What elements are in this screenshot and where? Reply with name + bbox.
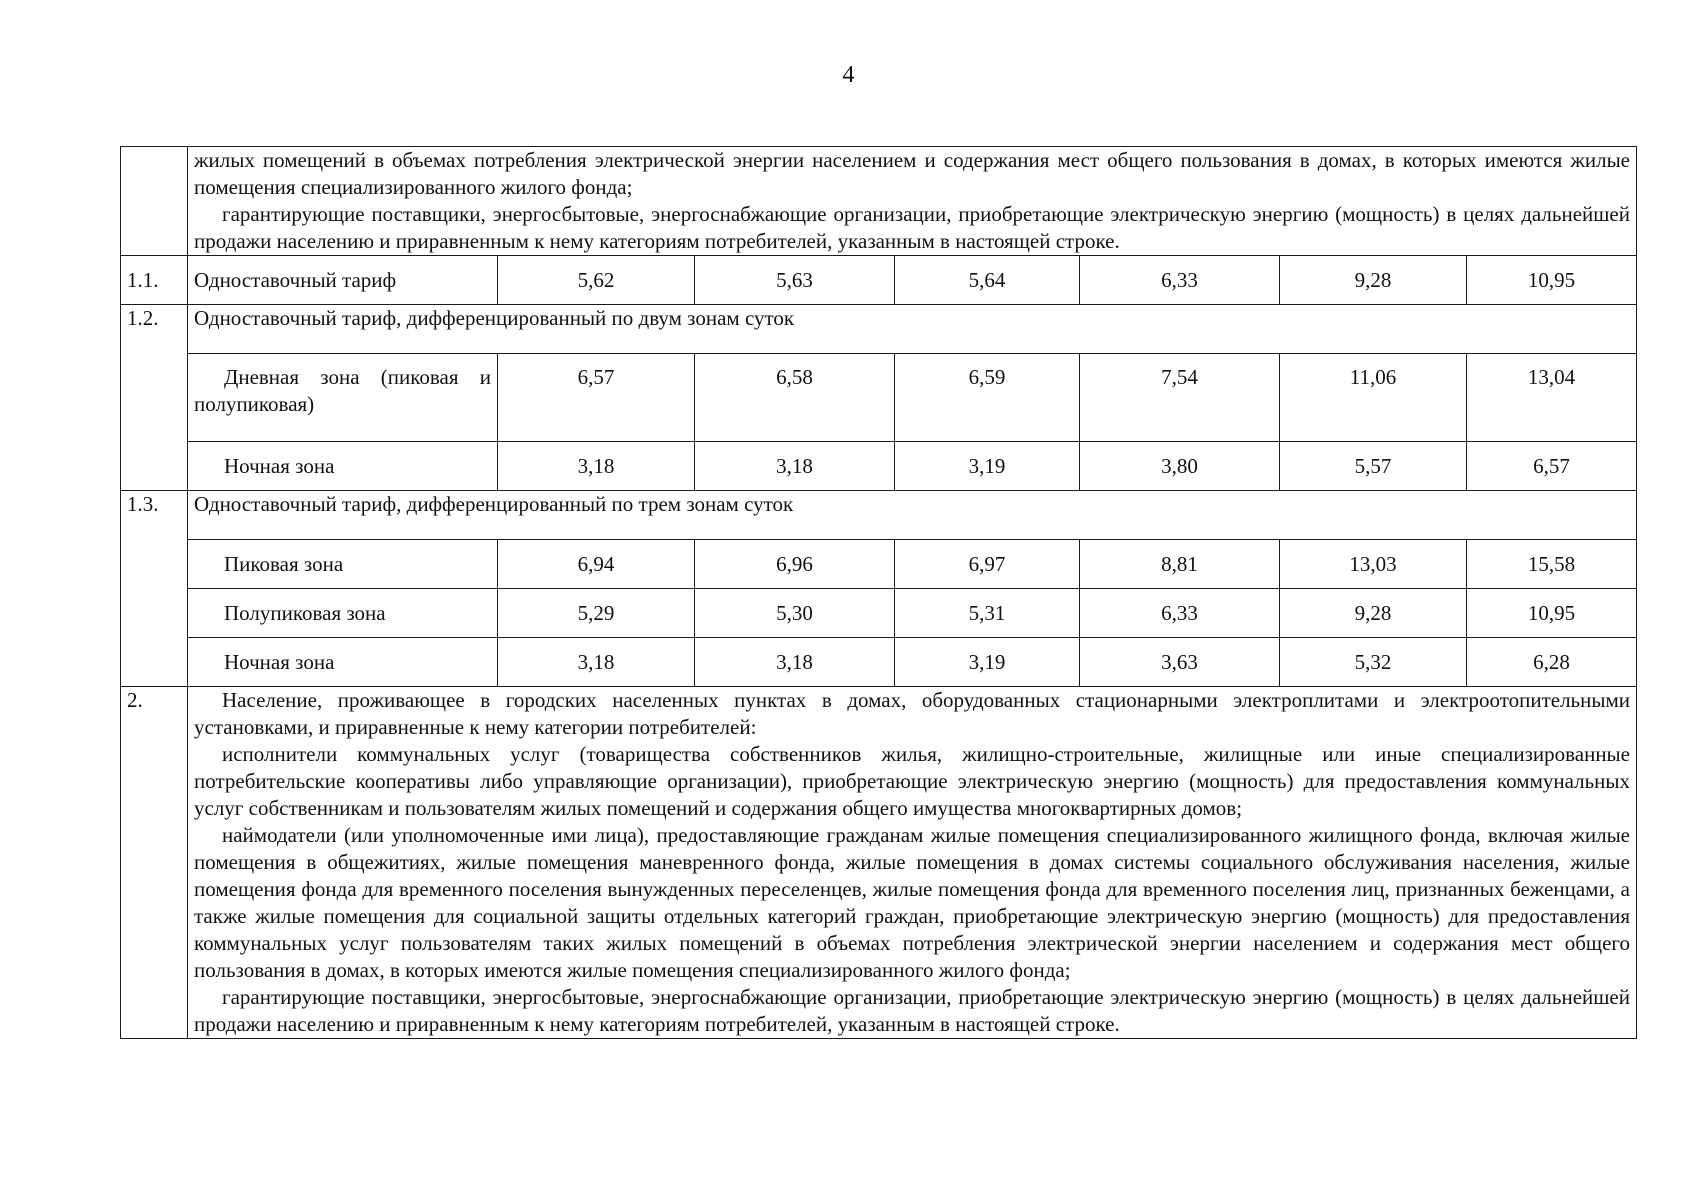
row-number: 2. — [121, 687, 188, 1039]
tariff-value: 5,32 — [1280, 638, 1467, 687]
tariff-value: 3,18 — [498, 638, 695, 687]
tariff-value: 6,33 — [1080, 589, 1280, 638]
tariff-value: 3,63 — [1080, 638, 1280, 687]
table-row — [121, 305, 1637, 354]
row-label: Ночная зона — [188, 638, 498, 687]
tariff-value: 6,33 — [1080, 256, 1280, 305]
table-row — [121, 256, 1637, 305]
paragraph: жилых помещений в объемах потребления электрической энергии населением и содержания мест общего пользования в домах, в которых имеются жилые помещения специализированного жилого фонда; — [194, 148, 1630, 199]
tariff-table — [120, 146, 1637, 1039]
tariff-value: 5,30 — [695, 589, 895, 638]
row-label: Ночная зона — [188, 442, 498, 491]
section-title: Одноставочный тариф, дифференцированный по трем зонам суток — [188, 491, 1637, 540]
tariff-value: 6,59 — [895, 354, 1080, 442]
tariff-value: 3,18 — [695, 638, 895, 687]
continuation-row — [121, 147, 1637, 256]
row-label: Дневная зона (пиковая и полупиковая) — [188, 354, 498, 442]
tariff-value: 5,31 — [895, 589, 1080, 638]
table-row — [121, 491, 1637, 540]
paragraph: исполнители коммунальных услуг (товарищества собственников жилья, жилищно-строительные, жилищные или иные специализированные потребительские кооперативы либо управляющие организации), приобретающие электрическую энергию (мощность) для предоставления коммунальных услуг собственникам и пользователям жилых помещений и содержания общего имущества многоквартирных домов; — [194, 742, 1630, 820]
table-row — [121, 589, 1637, 638]
tariff-value: 3,19 — [895, 638, 1080, 687]
paragraph: наймодатели (или уполномоченные ими лица), предоставляющие гражданам жилые помещения специализированного жилищного фонда, включая жилые помещения в общежитиях, жилые помещения маневренного фонда, жилые помещения в домах системы социального обслуживания населения, жилые помещения фонда для временного поселения вынужденных переселенцев, жилые помещения фонда для временного поселения лиц, признанных беженцами, а также жилые помещения для социальной защиты отдельных категорий граждан, приобретающие электрическую энергию (мощность) для предоставления коммунальных услуг пользователям таких жилых помещений в объемах потребления электрической энергии населением и содержания мест общего пользования в домах, в которых имеются жилые помещения специализированного жилого фонда; — [194, 823, 1630, 982]
table-row — [121, 354, 1637, 442]
paragraph: гарантирующие поставщики, энергосбытовые, энергоснабжающие организации, приобретающие электрическую энергию (мощность) в целях дальнейшей продажи населению и приравненным к нему категориям потребителей, указанным в настоящей строке. — [194, 985, 1630, 1036]
tariff-value: 6,97 — [895, 540, 1080, 589]
tariff-value: 3,80 — [1080, 442, 1280, 491]
section-title: Одноставочный тариф, дифференцированный по двум зонам суток — [188, 305, 1637, 354]
tariff-value: 5,57 — [1280, 442, 1467, 491]
tariff-value: 8,81 — [1080, 540, 1280, 589]
tariff-value: 3,18 — [695, 442, 895, 491]
tariff-value: 13,04 — [1467, 354, 1637, 442]
tariff-value: 5,29 — [498, 589, 695, 638]
row-number: 1.3. — [121, 491, 188, 687]
paragraph: Население, проживающее в городских населенных пунктах в домах, оборудованных стационарными электроплитами и электроотопительными установками, и приравненные к нему категории потребителей: — [194, 688, 1630, 739]
paragraph: гарантирующие поставщики, энергосбытовые, энергоснабжающие организации, приобретающие электрическую энергию (мощность) в целях дальнейшей продажи населению и приравненным к нему категориям потребителей, указанным в настоящей строке. — [194, 202, 1630, 253]
tariff-value: 6,96 — [695, 540, 895, 589]
tariff-value: 11,06 — [1280, 354, 1467, 442]
row-number: 1.2. — [121, 305, 188, 491]
table-row — [121, 540, 1637, 589]
row-number-cell — [121, 147, 188, 256]
tariff-value: 10,95 — [1467, 256, 1637, 305]
tariff-value: 6,94 — [498, 540, 695, 589]
category-description — [188, 687, 1637, 1039]
tariff-value: 13,03 — [1280, 540, 1467, 589]
tariff-value: 6,28 — [1467, 638, 1637, 687]
tariff-value: 3,18 — [498, 442, 695, 491]
tariff-value: 10,95 — [1467, 589, 1637, 638]
tariff-value: 6,57 — [1467, 442, 1637, 491]
page-number: 4 — [842, 62, 855, 88]
tariff-value: 9,28 — [1280, 589, 1467, 638]
tariff-value: 9,28 — [1280, 256, 1467, 305]
tariff-value: 5,64 — [895, 256, 1080, 305]
row-label: Пиковая зона — [188, 540, 498, 589]
table-row — [121, 687, 1637, 1039]
tariff-value: 3,19 — [895, 442, 1080, 491]
tariff-value: 6,58 — [695, 354, 895, 442]
table-row — [121, 638, 1637, 687]
tariff-value: 7,54 — [1080, 354, 1280, 442]
tariff-value: 5,63 — [695, 256, 895, 305]
tariff-value: 15,58 — [1467, 540, 1637, 589]
table-row — [121, 442, 1637, 491]
continuation-text — [188, 147, 1637, 256]
row-number: 1.1. — [121, 256, 188, 305]
row-label: Одноставочный тариф — [188, 256, 498, 305]
row-label: Полупиковая зона — [188, 589, 498, 638]
tariff-value: 5,62 — [498, 256, 695, 305]
tariff-value: 6,57 — [498, 354, 695, 442]
